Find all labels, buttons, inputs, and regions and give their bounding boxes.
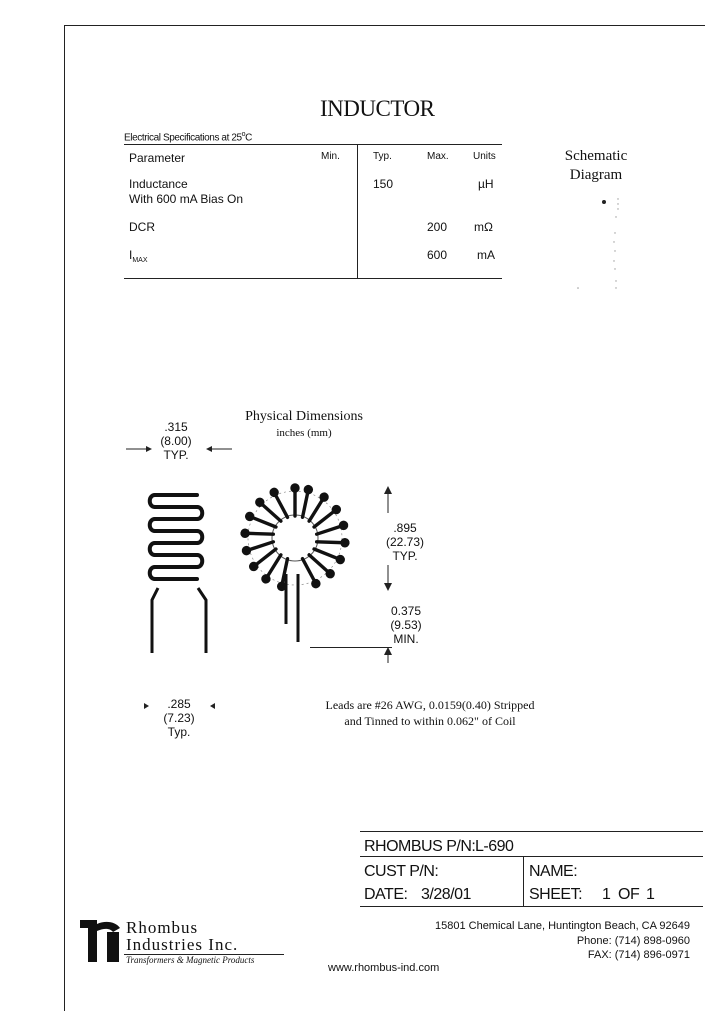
dim-height-in: .895 [393, 521, 417, 535]
lead-note-line1: Leads are #26 AWG, 0.0159(0.40) Stripped [325, 698, 535, 712]
dim-lead-length-in: 0.375 [390, 604, 422, 618]
spec-caption-degree: o [241, 131, 246, 138]
dim-width-top-mm: (8.00) [160, 434, 192, 448]
schematic-label-line2: Diagram [569, 167, 623, 183]
dim-lead-spacing [151, 697, 207, 739]
dimensions-title: Physical Dimensions [245, 409, 363, 424]
col-header-max: Max. [427, 151, 449, 162]
row-dcr-max: 200 [427, 220, 448, 234]
sheet-label: SHEET: [529, 886, 583, 903]
spec-table-top-rule [124, 144, 502, 145]
name-label: NAME: [529, 863, 578, 880]
row-imax-max: 600 [427, 248, 448, 262]
date-value: 3/28/01 [421, 886, 471, 903]
row-imax-parameter [129, 248, 148, 262]
spec-table-divider [357, 144, 358, 278]
sheet-total: 1 [646, 886, 655, 903]
dim-width-top-note: TYP. [163, 448, 189, 462]
schematic-label [548, 147, 644, 185]
sheet-number: 1 [602, 886, 611, 903]
dim-width-top-arrows [120, 440, 240, 460]
col-header-typ: Typ. [373, 151, 392, 162]
page-title: INDUCTOR [320, 96, 435, 121]
dim-height-note: TYP. [392, 549, 418, 563]
sheet-of: OF [618, 886, 640, 903]
row-imax-units: mA [477, 248, 495, 262]
dim-lead-spacing-note: Typ. [167, 725, 191, 739]
pn-value: L-690 [475, 838, 514, 855]
spec-caption [124, 131, 252, 143]
schematic-label-line1: Schematic [564, 148, 628, 164]
company-name-line1: Rhombus [126, 918, 199, 937]
col-header-units: Units [473, 151, 496, 162]
spec-caption-unit: C [245, 132, 252, 144]
spec-caption-text: Electrical Specifications at 25 [124, 132, 242, 144]
cust-pn-label: CUST P/N: [364, 863, 439, 880]
dim-lead-length-mm: (9.53) [390, 618, 422, 632]
lead-note [290, 697, 570, 729]
title-block-rule-1 [360, 831, 703, 832]
inductor-side-view [140, 485, 230, 665]
row-imax-subscript: MAX [132, 257, 148, 264]
row-imax-symbol: I [129, 248, 133, 262]
company-tagline: Transformers & Magnetic Products [126, 955, 255, 965]
row-inductance-parameter2: With 600 mA Bias On [129, 192, 244, 206]
company-fax: FAX: (714) 896-0971 [587, 949, 690, 961]
lead-note-line2: and Tinned to within 0.062" of Coil [344, 714, 516, 728]
dim-lead-length-note: MIN. [393, 632, 419, 646]
dim-height [380, 521, 430, 563]
company-phone: Phone: (714) 898-0960 [576, 935, 690, 947]
dim-height-mm: (22.73) [385, 535, 425, 549]
col-header-min: Min. [321, 151, 340, 162]
inductor-top-view [238, 482, 358, 652]
company-address: 15801 Chemical Lane, Huntington Beach, CA 92649 [434, 920, 690, 932]
col-header-parameter: Parameter [129, 151, 186, 165]
row-inductance-typ: 150 [373, 177, 394, 191]
row-dcr-parameter: DCR [129, 220, 155, 234]
schematic-diagram [570, 195, 630, 295]
row-inductance-parameter: Inductance [129, 177, 188, 191]
dimensions-subtitle: inches (mm) [276, 427, 332, 439]
company-logo [80, 918, 124, 966]
spec-table-bottom-rule [124, 278, 502, 279]
pn-label: RHOMBUS P/N: [364, 838, 476, 855]
company-name-line2: Industries Inc. [126, 935, 239, 954]
title-block-rule-3 [360, 906, 703, 907]
title-block-divider [523, 856, 524, 906]
dim-lead-spacing-mm: (7.23) [163, 711, 195, 725]
row-inductance-units: µH [478, 177, 494, 191]
company-website[interactable]: www.rhombus-ind.com [328, 962, 440, 974]
lead-length-extension-line [310, 647, 392, 648]
row-dcr-units: mΩ [474, 220, 493, 234]
dim-lead-length [381, 604, 431, 646]
date-label: DATE: [364, 886, 408, 903]
dim-lead-spacing-in: .285 [167, 697, 191, 711]
dim-width-top-in: .315 [164, 420, 188, 434]
title-block-rule-2 [360, 856, 703, 857]
